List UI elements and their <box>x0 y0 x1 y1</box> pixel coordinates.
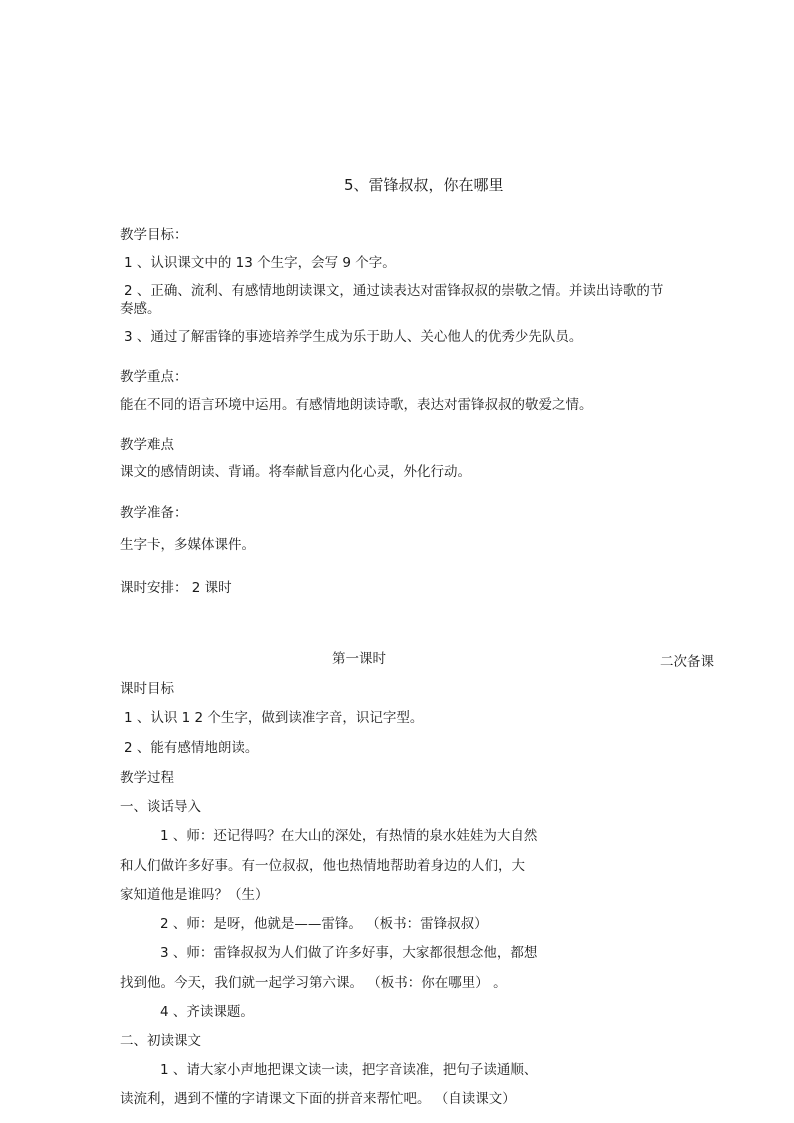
goal-item-2-line-2: 奏感。 <box>120 301 161 317</box>
lesson1-goal-1: 1 、认识 1 2 个生字，做到读准字音，识记字型。 <box>124 710 424 726</box>
difficulties-heading: 教学难点 <box>120 437 174 453</box>
paragraph-5-line-2: 读流利，遇到不懂的字请课文下面的拼音来帮忙吧。 （自读课文） <box>120 1091 516 1107</box>
paragraph-1-line-2: 和人们做许多好事。有一位叔叔，他也热情地帮助着身边的人们，大 <box>120 858 525 874</box>
paragraph-5-line-1: 1 、请大家小声地把课文读一读，把字音读准，把句子读通顺、 <box>160 1062 538 1078</box>
goals-heading: 教学目标： <box>120 227 188 243</box>
preparation-text: 生字卡，多媒体课件。 <box>120 537 255 553</box>
difficulties-text: 课文的感情朗读、背诵。将奉献旨意内化心灵，外化行动。 <box>120 464 471 480</box>
page-title: 5、雷锋叔叔，你在哪里 <box>344 176 504 194</box>
lesson1-goal-heading: 课时目标 <box>120 681 174 697</box>
goal-item-1: 1 、认识课文中的 13 个生字，会写 9 个字。 <box>124 255 396 271</box>
paragraph-1-line-3: 家知道他是谁吗？（生） <box>120 887 269 903</box>
goal-item-2-line-1: 2 、正确、流利、有感情地朗读课文，通过读表达对雷锋叔叔的崇敬之情。并读出诗歌的节 <box>124 283 664 299</box>
key-points-text: 能在不同的语言环境中运用。有感情地朗读诗歌，表达对雷锋叔叔的敬爱之情。 <box>120 397 593 413</box>
section-2-heading: 二、初读课文 <box>120 1033 201 1049</box>
key-points-heading: 教学重点： <box>120 369 188 385</box>
lesson1-heading: 第一课时 <box>332 651 386 667</box>
lesson1-goal-2: 2 、能有感情地朗读。 <box>124 740 259 756</box>
schedule: 课时安排： 2 课时 <box>120 580 232 596</box>
goal-item-3: 3 、通过了解雷锋的事迹培养学生成为乐于助人、关心他人的优秀少先队员。 <box>124 329 583 345</box>
paragraph-3-line-1: 3 、师：雷锋叔叔为人们做了许多好事，大家都很想念他，都想 <box>160 945 538 961</box>
paragraph-4: 4 、齐读课题。 <box>160 1004 254 1020</box>
process-heading: 教学过程 <box>120 770 174 786</box>
lesson1-side-note: 二次备课 <box>660 654 714 670</box>
paragraph-3-line-2: 找到他。今天，我们就一起学习第六课。 （板书：你在哪里） 。 <box>120 975 507 991</box>
preparation-heading: 教学准备： <box>120 505 188 521</box>
section-1-heading: 一、谈话导入 <box>120 799 201 815</box>
paragraph-2: 2 、师：是呀，他就是——雷锋。 （板书：雷锋叔叔） <box>160 916 488 932</box>
paragraph-1-line-1: 1 、师：还记得吗？在大山的深处，有热情的泉水娃娃为大自然 <box>160 828 538 844</box>
